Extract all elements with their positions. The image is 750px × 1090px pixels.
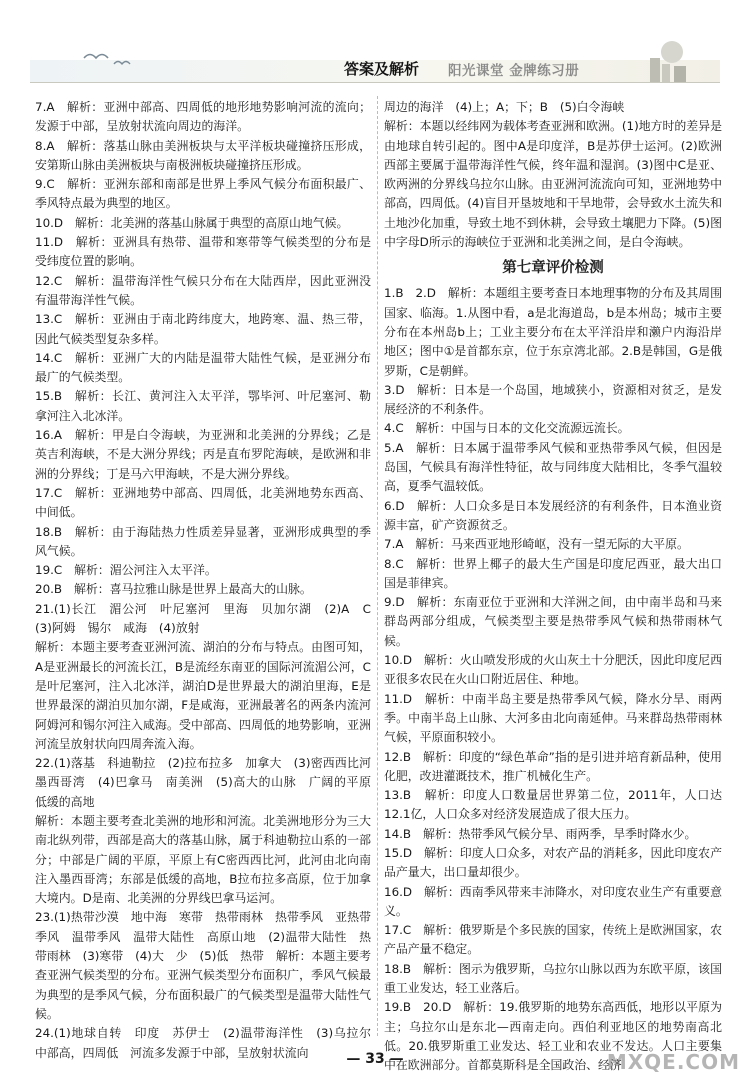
section-title: 第七章评价检测 [502, 260, 604, 277]
answer-paragraph: 13.B 解析：印度人口数量居世界第二位，2011年，人口达12.1亿，人口众多对经济发展造成了很大压力。 [384, 788, 722, 822]
answer-paragraph: 1.B 2.D 解析：本题组主要考查日本地理事物的分布及其周围国家、临海。1.从图中看，a是北海道岛，b是本州岛；城市主要分布在本州岛b上；工业主要分布在太平洋沿岸和濑户内海沿岸地区；图中①是首都东京，位于东京湾北部。2.B是韩国，G是俄罗斯，C是朝鲜。 [384, 286, 722, 378]
answer-paragraph: 11.D 解析：中南半岛主要是热带季风气候，降水分旱、雨两季。中南半岛上山脉、大河多由北向南延伸。马来群岛热带雨林气候，平原面积较小。 [384, 691, 722, 745]
left-column [35, 98, 383, 1063]
answer-title: 答案及解析 [344, 60, 420, 78]
answer-paragraph: 17.C 解析：亚洲地势中部高、四周低，北美洲地势东西高、中间低。 [35, 485, 371, 520]
series-title: 阳光课堂 金牌练习册 [448, 63, 580, 79]
explanation-paragraph: 解析：本题主要考查亚洲河流、湖泊的分布与特点。由图可知，A是亚洲最长的河流长江，B是流经东南亚的国际河流湄公河，C是叶尼塞河，注入北冰洋，湖泊D是世界最大的湖泊里海，E是世界最深的湖泊贝加尔湖，F是咸海，亚洲最著名的两条内流河阿姆河和锡尔河注入咸海。受中部高、四周低的地势影响，亚洲河流呈放射状向四周奔流入海。 [35, 640, 371, 751]
answer-paragraph: 6.D 解析：人口众多是日本发展经济的有利条件，日本渔业资源丰富，矿产资源贫乏。 [384, 498, 722, 532]
answer-paragraph: 9.C 解析：亚洲东部和南部是世界上季风气候分布面积最广、季风特点最为典型的地区。 [35, 177, 371, 211]
answer-paragraph: 18.B 解析：图示为俄罗斯，乌拉尔山脉以西为东欧平原，该国重工业发达，轻工业落后。 [384, 961, 722, 996]
right-column [384, 98, 722, 1076]
page-number: — 33 — [346, 1051, 404, 1067]
answer-paragraph: 3.D 解析：日本是一个岛国，地域狭小，资源相对贫乏，是发展经济的不利条件。 [384, 382, 722, 417]
column-divider [377, 96, 378, 1036]
answer-paragraph: 15.B 解析：长江、黄河注入太平洋，鄂毕河、叶尼塞河、勒拿河注入北冰洋。 [35, 389, 371, 423]
answer-paragraph: 10.D 解析：北美洲的落基山脉属于典型的高原山地气候。 [35, 215, 349, 230]
answer-paragraph: 12.C 解析：温带海洋性气候只分布在大陆西岸，因此亚洲没有温带海洋性气候。 [35, 273, 371, 307]
answer-paragraph: 18.B 解析：由于海陆热力性质差异显著，亚洲形成典型的季风气候。 [35, 524, 371, 558]
page-header [0, 0, 750, 92]
answer-paragraph: 14.B 解析：热带季风气候分旱、雨两季，旱季时降水少。 [384, 826, 697, 841]
answer-paragraph: 23.(1)热带沙漠 地中海 寒带 热带雨林 热带季风 亚热带季风 温带季风 温带大陆性 高原山地 (2)温带大陆性 热带雨林 (3)寒带 (4)大 少 (5)低 热带 解析：本题主要考查亚洲气候类型的分布。亚洲气候类型分布面积广，季风气候最为典型的是季风气候，分布面积最广的气候类型是温带大陆性气候。 [35, 910, 371, 1021]
birds-icon [80, 46, 140, 70]
answer-paragraph: 8.A 解析：落基山脉由美洲板块与太平洋板块碰撞挤压形成，安第斯山脉由美洲板块与南极洲板块碰撞挤压形成。 [35, 138, 371, 172]
answer-paragraph: 周边的海洋 (4)上；A；下；B (5)白令海峡 [384, 100, 625, 114]
answer-paragraph: 9.D 解析：东南亚位于亚洲和大洋洲之间，由中南半岛和马来群岛两部分组成，气候类型主要是热带季风气候和热带雨林气候。 [384, 595, 722, 648]
explanation-paragraph: 解析：本题主要考查北美洲的地形和河流。北美洲地形分为三大南北纵列带，西部是高大的落基山脉，属于科迪勒拉山系的一部分；中部是广阔的平原，平原上有C密西西比河，此河由北向南注入墨西哥湾；东部是低缓的高地，B拉布拉多高原，位于加拿大境内。D是南、北美洲的分界线巴拿马运河。 [35, 813, 371, 906]
answer-paragraph: 24.(1)地球自转 印度 苏伊士 (2)温带海洋性 (3)乌拉尔 中部高，四周低 河流多发源于中部，呈放射状流向 [35, 1026, 383, 1060]
explanation-paragraph: 解析：本题以经纬网为载体考查亚洲和欧洲。(1)地方时的差异是由地球自转引起的。图中A是印度洋，B是苏伊士运河。(2)欧洲西部主要属于温带海洋性气候，终年温和湿润。(3)图中C是亚、欧两洲的分界线乌拉尔山脉。由亚洲河流流向可知，亚洲地势中部高，四周低。(4)盲目开垦坡地和干旱地带，会导致水土流失和土地沙化加重，导致土地不到休耕，会导致土壤肥力下降。(5)图中字母D所示的海峡位于亚洲和北美洲之间，是白令海峡。 [384, 119, 722, 250]
answer-paragraph: 7.A 解析：马来西亚地形崎岖，没有一望无际的大平原。 [384, 537, 689, 552]
answer-paragraph: 8.C 解析：世界上椰子的最大生产国是印度尼西亚，最大出口国是菲律宾。 [384, 556, 722, 590]
answer-paragraph: 16.A 解析：甲是白令海峡，为亚洲和北美洲的分界线；乙是英吉利海峡，不是大洲分界线；丙是直布罗陀海峡，是欧洲和非洲的分界线；丁是马六甲海峡，不是大洲分界线。 [35, 428, 371, 481]
answer-paragraph: 5.A 解析：日本属于温带季风气候和亚热带季风气候，但因是岛国，气候具有海洋性特征，故与同纬度大陆相比，冬季气温较高，夏季气温较低。 [384, 440, 722, 494]
answer-paragraph: 22.(1)落基 科迪勒拉 (2)拉布拉多 加拿大 (3)密西西比河 墨西哥湾 (4)巴拿马 南美洲 (5)高大的山脉 广阔的平原 低缓的高地 [35, 756, 383, 809]
answer-paragraph: 14.C 解析：亚洲广大的内陆是温带大陆性气候，是亚洲分布最广的气候类型。 [35, 350, 371, 385]
answer-paragraph: 16.D 解析：西南季风带来丰沛降水，对印度农业生产有重要意义。 [384, 884, 722, 918]
answer-paragraph: 20.B 解析：喜马拉雅山脉是世界上最高大的山脉。 [35, 582, 312, 597]
answer-paragraph: 4.C 解析：中国与日本的文化交流源远流长。 [384, 421, 630, 436]
answer-paragraph: 7.A 解析：亚洲中部高、四周低的地形地势影响河流的流向；发源于中部，呈放射状流向周边的海洋。 [35, 100, 371, 134]
answer-paragraph: 21.(1)长江 湄公河 叶尼塞河 里海 贝加尔湖 (2)A C (3)阿姆 锡尔 咸海 (4)放射 [35, 601, 383, 636]
answer-paragraph: 17.C 解析：俄罗斯是个多民族的国家，传统上是欧洲国家，农产品产量不稳定。 [384, 923, 722, 957]
answer-paragraph: 15.D 解析：印度人口众多，对农产品的消耗多，因此印度农产品产量大，出口量却很少。 [384, 845, 722, 880]
answer-paragraph: 12.B 解析：印度的“绿色革命”指的是引进并培育新品种，使用化肥，改进灌溉技术，推广机械化生产。 [384, 749, 722, 783]
answer-paragraph: 10.D 解析：火山喷发形成的火山灰土十分肥沃，因此印度尼西亚很多农民在火山口附近居住、种地。 [384, 653, 722, 687]
decoration-icon [634, 36, 694, 86]
answer-paragraph: 13.C 解析：亚洲由于南北跨纬度大，地跨寒、温、热三带，因此气候类型复杂多样。 [35, 312, 371, 346]
answer-paragraph: 11.D 解析：亚洲具有热带、温带和寒带等气候类型的分布是受纬度位置的影响。 [35, 235, 371, 269]
watermark: MXQE.COM [606, 1050, 740, 1074]
answer-paragraph: 19.C 解析：湄公河注入太平洋。 [35, 563, 217, 578]
answer-paragraph: 19.B 20.D 解析：19.俄罗斯的地势东高西低，地形以平原为主；乌拉尔山是东北—西南走向。西伯利亚地区的地势南高北低。20.俄罗斯重工业发达、轻工业和农业不发达。人口主要集中在欧洲部分。首都莫斯科是全国政治、经济 [384, 1000, 722, 1073]
